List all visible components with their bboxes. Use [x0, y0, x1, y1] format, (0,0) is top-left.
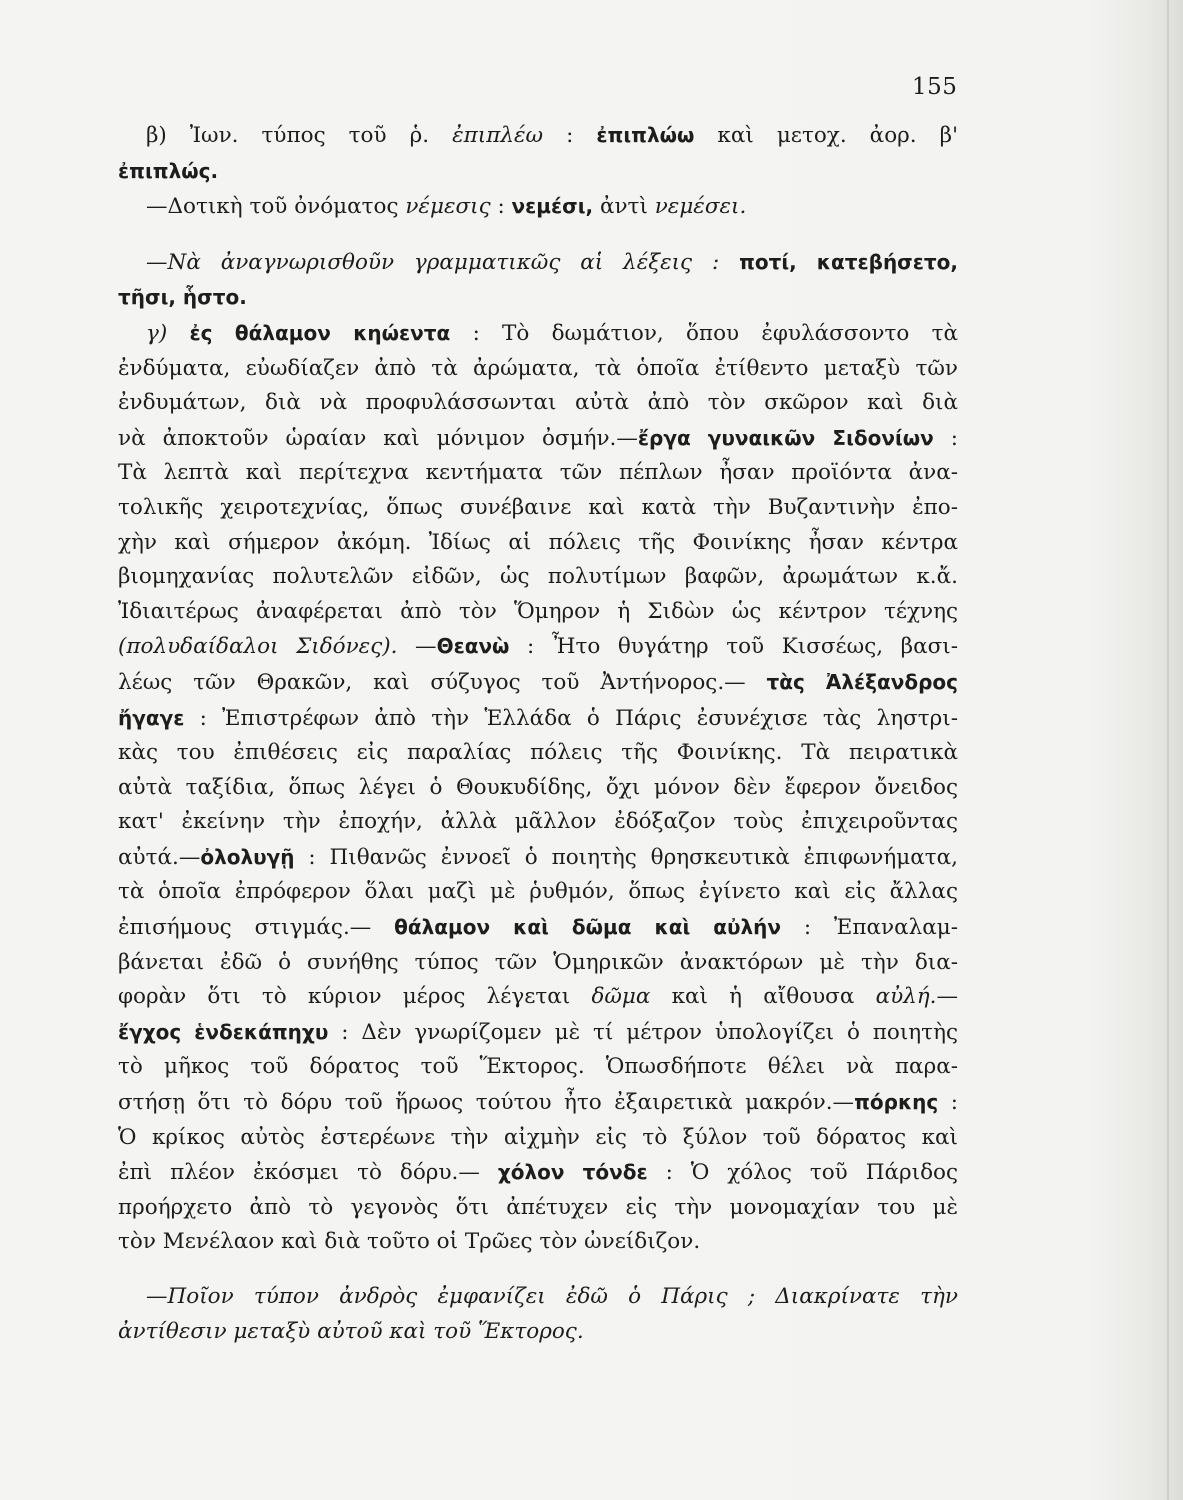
text-run: κὰς του ἐπιθέσεις εἰς παραλίας πόλεις τῆς Φοινίκης. Τὰ πειρατικὰ: [118, 740, 958, 766]
bold-term: ποτί, κατεβήσετο,: [739, 249, 958, 274]
text-run: :: [933, 425, 958, 451]
text-run: : Ἐπαναλαμ-: [781, 915, 958, 941]
text-run: νὰ ἀποκτοῦν ὡραίαν καὶ μόνιμον ὀσμήν.—: [118, 425, 638, 451]
text-run: : Πιθανῶς ἐννοεῖ ὁ ποιητὴς θρησκευτικὰ ἐπιφωνήματα,: [294, 844, 958, 870]
bold-term: τῆσι, ἧστο.: [118, 285, 247, 310]
text-run: : Ὁ χόλος τοῦ Πάριδος: [647, 1160, 958, 1186]
text-run: Ὁ κρίκος αὐτὸς ἐστερέωνε τὴν αἰχμὴν εἰς τὸ ξύλον τοῦ δόρατος καὶ: [118, 1124, 958, 1150]
bold-term: πόρκης: [854, 1090, 939, 1115]
text-run: στήσῃ ὅτι τὸ δόρυ τοῦ ἥρωος τούτου ἦτο ἐξαιρετικὰ μακρόν.—: [118, 1090, 855, 1116]
italic-text: γ): [146, 320, 190, 346]
bold-term: τὰς Ἀλέξανδρος: [766, 669, 959, 694]
italic-text: ἐπιπλέω: [452, 123, 544, 148]
text-line: [118, 946, 958, 981]
text-run: προήρχετο ἀπὸ τὸ γεγονὸς ὅτι ἀπέτυχεν εἰς τὴν μονομαχίαν του μὲ: [118, 1194, 958, 1220]
text-line: [118, 1050, 958, 1085]
text-line: [118, 352, 958, 387]
text-line: [118, 595, 958, 630]
text-run: λέως τῶν Θρακῶν, καὶ σύζυγος τοῦ Ἀντήνορος.—: [118, 669, 767, 695]
text-run: ἐνδύματα, εὐωδίαζεν ἀπὸ τὰ ἀρώματα, τὰ ὁποῖα ἐτίθεντο μεταξὺ τῶν: [118, 355, 958, 381]
text-run: —: [936, 984, 958, 1010]
italic-text: δῶμα: [591, 984, 651, 1010]
bold-term: ἔγχος ἑνδεκάπηχυ: [118, 1019, 329, 1044]
bold-term: θάλαμον καὶ δῶμα καὶ αὐλήν: [394, 915, 782, 940]
italic-text: (πολυδαίδαλοι Σιδόνες).: [118, 634, 398, 660]
bold-term: ἐς θάλαμον κηώεντα: [189, 320, 451, 345]
text-line: [118, 560, 958, 595]
text-line: [118, 805, 958, 840]
text-run: αὐτὰ ταξίδια, ὅπως λέγει ὁ Θουκυδίδης, ὄχι μόνον δὲν ἔφερον ὄνειδος: [118, 774, 958, 800]
text-line: [118, 421, 958, 457]
bold-term: ὀλολυγῇ: [200, 844, 295, 869]
text-line: [118, 1085, 958, 1121]
text-line: [118, 665, 958, 701]
text-run: κατ' ἐκείνην τὴν ἐποχήν, ἀλλὰ μᾶλλον ἐδόξαζον τοὺς ἐπιχειροῦντας: [118, 809, 958, 835]
text-run: Ἰδιαιτέρως ἀναφέρεται ἀπὸ τὸν Ὅμηρον ἡ Σιδὼν ὡς κέντρον τέχνης: [118, 598, 958, 624]
italic-text: νέμεσις: [405, 194, 491, 220]
text-line: [118, 701, 958, 737]
text-run: αὐτά.—: [118, 844, 201, 870]
text-run: : Τὸ δωμάτιον, ὅπου ἐφυλάσσοντο τὰ: [450, 320, 959, 346]
bold-term: ἐπιπλώς.: [118, 158, 219, 183]
paragraph-gap: [118, 1260, 958, 1280]
bold-term: ἐπιπλώω: [596, 123, 695, 147]
text-line: [118, 910, 958, 946]
text-line: [118, 1155, 958, 1191]
bold-term: ἔργα γυναικῶν Σιδονίων: [637, 425, 934, 450]
italic-text: —Ποῖον τύπον ἀνδρὸς ἐμφανίζει ἐδῶ ὁ Πάρις ; Διακρίνατε τὴν: [146, 1284, 958, 1309]
text-run: τὸν Μενέλαον καὶ διὰ τοῦτο οἱ Τρῶες τὸν ὠνείδιζον.: [118, 1229, 701, 1255]
text-line: [118, 1015, 958, 1051]
text-line: [118, 245, 958, 281]
text-line: [118, 526, 958, 561]
text-run: τολικῆς χειροτεχνίας, ὅπως συνέβαινε καὶ κατὰ τὴν Βυζαντινὴν ἐπο-: [118, 494, 958, 520]
text-line: [118, 386, 958, 421]
text-line: [118, 1315, 958, 1350]
text-run: :: [938, 1090, 958, 1116]
text-line: [118, 491, 958, 526]
text-run: : Ἦτο θυγάτηρ τοῦ Κισσέως, βασι-: [509, 634, 958, 660]
bold-term: Θεανὼ: [436, 634, 510, 659]
text-run: ἐνδυμάτων, διὰ νὰ προφυλάσσωνται αὐτὰ ἀπὸ τὸν σκῶρον καὶ διὰ: [118, 390, 958, 416]
text-run: —: [397, 634, 437, 660]
text-run: : Ἐπιστρέφων ἀπὸ τὴν Ἑλλάδα ὁ Πάρις ἐσυνέχισε τὰς ληστρι-: [184, 705, 958, 731]
italic-text: νεμέσει.: [654, 194, 747, 220]
text-line: [118, 1191, 958, 1226]
text-run: τὰ ὁποῖα ἐπρόφερον ὅλαι μαζὶ μὲ ῥυθμόν, ὅπως ἐγίνετο καὶ εἰς ἄλλας: [118, 879, 958, 905]
text-run: καὶ μετοχ. ἀορ. β': [694, 123, 958, 148]
text-run: : Δὲν γνωρίζομεν μὲ τί μέτρον ὑπολογίζει ὁ ποιητὴς: [328, 1019, 958, 1045]
text-line: [118, 875, 958, 910]
italic-text: αὐλή.: [875, 984, 937, 1010]
text-line: [118, 1121, 958, 1156]
text-run: ἀντὶ: [593, 194, 655, 220]
text-run: ἐπὶ πλέον ἐκόσμει τὸ δόρυ.—: [118, 1160, 498, 1186]
bold-term: χόλον τόνδε: [497, 1160, 648, 1185]
page-number: 155: [912, 74, 958, 100]
bold-term: ἤγαγε: [118, 705, 185, 730]
text-line: [118, 118, 958, 154]
text-line: [118, 316, 958, 352]
text-run: Τὰ λεπτὰ καὶ περίτεχνα κεντήματα τῶν πέπλων ἦσαν προϊόντα ἀνα-: [118, 460, 958, 486]
text-run: ἐπισήμους στιγμάς.—: [118, 915, 395, 941]
text-run: φορὰν ὅτι τὸ κύριον μέρος λέγεται: [118, 984, 592, 1010]
text-run: :: [490, 194, 512, 220]
text-run: χὴν καὶ σήμερον ἀκόμη. Ἰδίως αἱ πόλεις τῆς Φοινίκης ἦσαν κέντρα: [118, 529, 958, 555]
text-line: [118, 189, 958, 225]
text-run: τὸ μῆκος τοῦ δόρατος τοῦ Ἕκτορος. Ὁπωσδήποτε θέλει νὰ παρα-: [118, 1054, 958, 1080]
text-line: [118, 1280, 958, 1315]
text-line: [118, 980, 958, 1015]
body-text: [118, 118, 958, 1349]
text-line: [118, 154, 958, 190]
text-run: καὶ ἡ αἴθουσα: [650, 984, 876, 1010]
text-line: [118, 840, 958, 876]
text-line: [118, 736, 958, 771]
text-line: [118, 1225, 958, 1260]
text-line: [118, 280, 958, 316]
italic-text: —Νὰ ἀναγνωρισθοῦν γραμματικῶς αἱ λέξεις :: [146, 249, 740, 275]
bold-term: νεμέσι,: [511, 194, 594, 219]
text-line: [118, 629, 958, 665]
paragraph-gap: [118, 225, 958, 245]
text-run: β) Ἰων. τύπος τοῦ ῥ.: [146, 123, 453, 148]
italic-text: ἀντίθεσιν μεταξὺ αὐτοῦ καὶ τοῦ Ἕκτορος.: [118, 1318, 584, 1344]
text-line: [118, 771, 958, 806]
text-line: [118, 456, 958, 491]
text-run: —Δοτικὴ τοῦ ὀνόματος: [146, 194, 406, 220]
text-run: βιομηχανίας πολυτελῶν εἰδῶν, ὡς πολυτίμων βαφῶν, ἀρωμάτων κ.ἄ.: [118, 564, 958, 590]
text-run: :: [543, 123, 597, 148]
text-run: βάνεται ἐδῶ ὁ συνήθης τύπος τῶν Ὁμηρικῶν ἀνακτόρων μὲ τὴν δια-: [118, 949, 958, 975]
page-edge: [1167, 0, 1169, 1500]
